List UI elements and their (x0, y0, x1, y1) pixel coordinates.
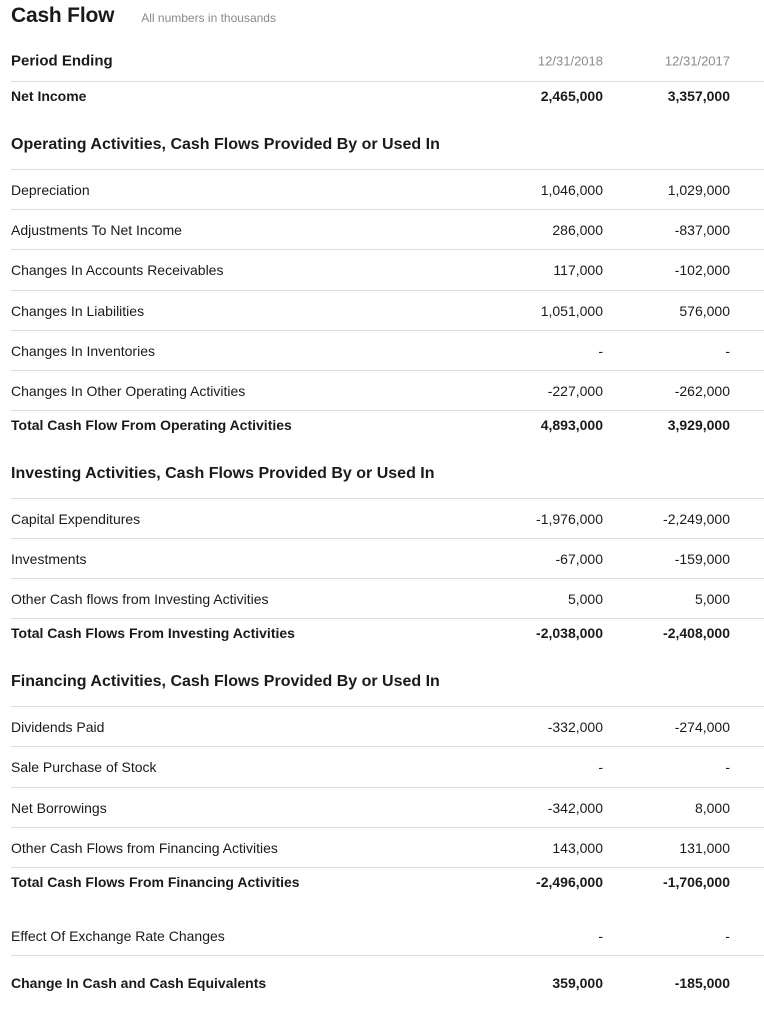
value-2017: -185,000 (674, 975, 730, 991)
section-title: Operating Activities, Cash Flows Provided By or Used In (11, 136, 440, 153)
table-row (0, 210, 764, 250)
value-2018: 143,000 (552, 840, 603, 856)
row-label: Other Cash Flows from Financing Activities (11, 840, 278, 856)
table-row (0, 170, 764, 210)
row-label: Adjustments To Net Income (11, 222, 182, 238)
value-2018: -67,000 (555, 551, 603, 567)
table-row (0, 828, 764, 868)
value-2018: -2,496,000 (536, 874, 603, 890)
value-2017: -2,408,000 (663, 625, 730, 641)
value-2018: -342,000 (547, 800, 603, 816)
value-2018: -2,038,000 (536, 625, 603, 641)
table-row (0, 747, 764, 787)
row-label: Net Income (11, 88, 87, 104)
value-2018: 117,000 (553, 262, 603, 278)
value-2018: 2,465,000 (540, 88, 603, 104)
units-note: All numbers in thousands (141, 11, 276, 25)
table-row (0, 291, 764, 331)
exchange-rate-row (0, 916, 764, 956)
table-row (0, 250, 764, 290)
value-2018: 286,000 (552, 222, 603, 238)
row-label: Sale Purchase of Stock (11, 759, 157, 775)
page-title: Cash Flow (11, 4, 115, 27)
value-2017: 3,929,000 (667, 417, 730, 433)
value-2018: 1,051,000 (540, 303, 603, 319)
period-col-2018: 12/31/2018 (537, 53, 603, 69)
table-row (0, 371, 764, 411)
row-label: Change In Cash and Cash Equivalents (11, 975, 267, 991)
value-2017: -102,000 (674, 262, 730, 278)
investing-section-heading (0, 459, 764, 489)
value-2017: 576,000 (679, 303, 730, 319)
row-label: Effect Of Exchange Rate Changes (11, 928, 225, 944)
value-2017: - (725, 759, 730, 775)
row-label: Dividends Paid (11, 719, 105, 735)
table-row (0, 331, 764, 371)
section-title: Financing Activities, Cash Flows Provided By or Used In (11, 673, 440, 690)
value-2018: - (598, 343, 603, 359)
table-row (0, 788, 764, 828)
operating-section-heading (0, 130, 764, 160)
table-row (0, 707, 764, 747)
table-row (0, 579, 764, 619)
value-2018: 1,046,000 (540, 182, 603, 198)
value-2018: 4,893,000 (540, 417, 603, 433)
row-label: Net Borrowings (11, 800, 107, 816)
table-row (0, 499, 764, 539)
row-label: Total Cash Flows From Investing Activities (11, 625, 295, 641)
value-2018: -227,000 (547, 383, 603, 399)
value-2017: 1,029,000 (667, 182, 730, 198)
value-2017: 5,000 (694, 591, 730, 607)
value-2018: 359,000 (552, 975, 603, 991)
table-row (0, 539, 764, 579)
period-col-2017: 12/31/2017 (664, 53, 730, 69)
value-2018: - (598, 928, 603, 944)
period-ending-label: Period Ending (11, 52, 113, 70)
page-header (11, 4, 276, 32)
change-in-cash-row (0, 965, 764, 1001)
value-2018: -332,000 (547, 719, 603, 735)
row-label: Changes In Other Operating Activities (11, 383, 246, 399)
period-ending-row (0, 46, 764, 76)
row-label: Changes In Inventories (11, 343, 155, 359)
row-label: Investments (11, 551, 87, 567)
value-2017: - (725, 928, 730, 944)
value-2017: -837,000 (674, 222, 730, 238)
value-2017: - (725, 343, 730, 359)
value-2017: -1,706,000 (663, 874, 730, 890)
value-2018: - (598, 759, 603, 775)
divider (11, 955, 764, 956)
net-income-row (0, 82, 764, 110)
section-title: Investing Activities, Cash Flows Provided By or Used In (11, 465, 435, 482)
value-2017: -274,000 (674, 719, 730, 735)
value-2017: 3,357,000 (667, 88, 730, 104)
value-2017: -2,249,000 (663, 511, 730, 527)
row-label: Other Cash flows from Investing Activities (11, 591, 269, 607)
row-label: Total Cash Flows From Financing Activities (11, 874, 300, 890)
row-label: Changes In Accounts Receivables (11, 262, 224, 278)
financing-total-row (0, 868, 764, 896)
value-2017: -159,000 (674, 551, 730, 567)
row-label: Total Cash Flow From Operating Activities (11, 417, 292, 433)
operating-total-row (0, 411, 764, 439)
value-2017: 131,000 (679, 840, 730, 856)
value-2018: 5,000 (567, 591, 603, 607)
financing-section-heading (0, 667, 764, 697)
investing-total-row (0, 619, 764, 647)
value-2017: 8,000 (694, 800, 730, 816)
value-2018: -1,976,000 (536, 511, 603, 527)
row-label: Capital Expenditures (11, 511, 141, 527)
row-label: Changes In Liabilities (11, 303, 145, 319)
value-2017: -262,000 (674, 383, 730, 399)
row-label: Depreciation (11, 182, 90, 198)
